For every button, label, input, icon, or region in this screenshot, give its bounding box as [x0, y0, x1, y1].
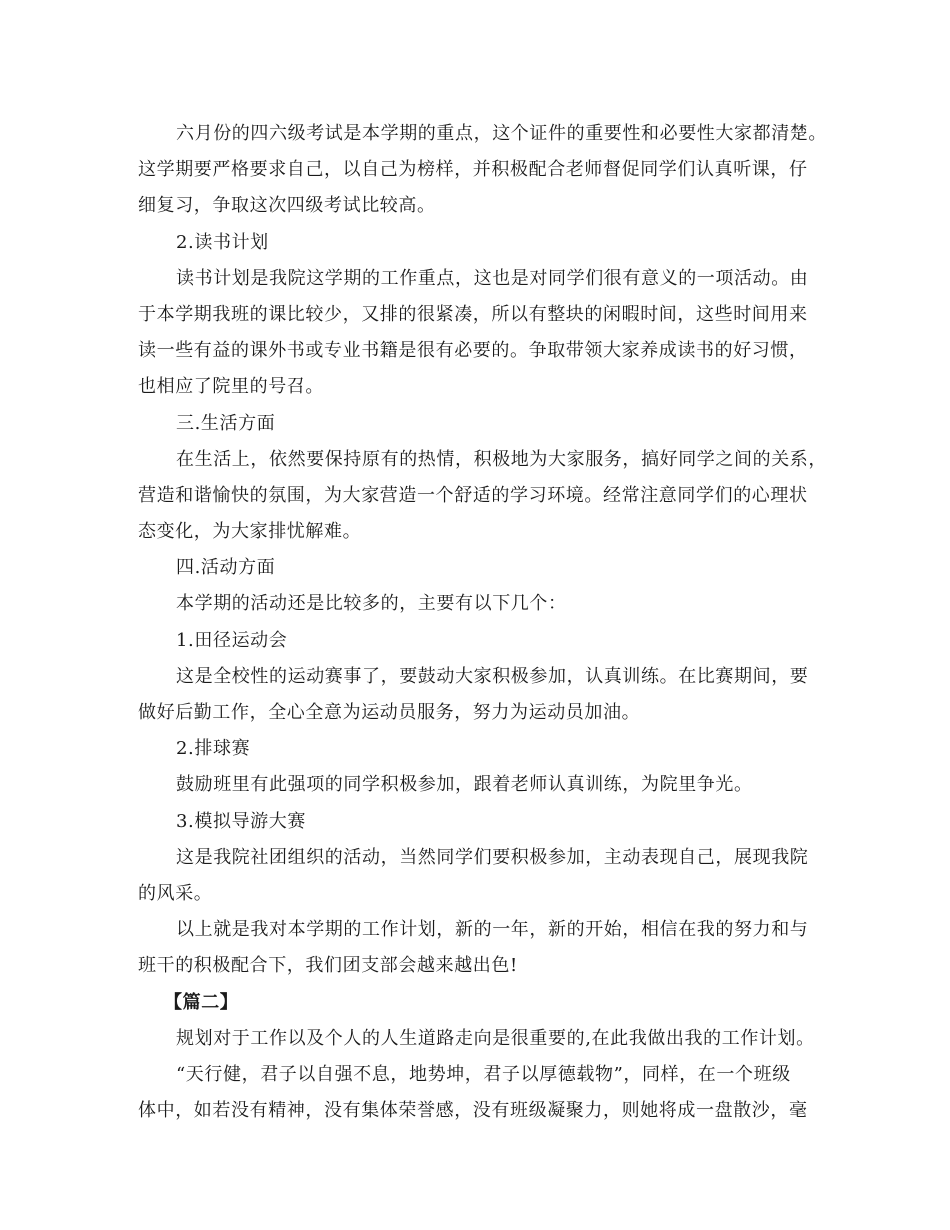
- paragraph-line: 细复习，争取这次四级考试比较高。: [138, 195, 436, 217]
- paragraph-line: 班干的积极配合下，我们团支部会越来越出色!: [138, 955, 518, 977]
- paragraph-line: 在生活上，依然要保持原有的热情，积极地为大家服务，搞好同学之间的关系，: [176, 448, 827, 470]
- paragraph-line: 读书计划是我院这学期的工作重点，这也是对同学们很有意义的一项活动。由: [176, 267, 809, 289]
- paragraph-line: 规划对于工作以及个人的人生道路走向是很重要的,在此我做出我的工作计划。: [176, 1027, 815, 1049]
- section-heading: 2.读书计划: [176, 231, 269, 253]
- paragraph-line: “天行健，君子以自强不息，地势坤，君子以厚德载物”，同样，在一个班级: [176, 1063, 791, 1085]
- paragraph-line: 态变化，为大家排忧解难。: [138, 521, 362, 543]
- paragraph-line: 这学期要严格要求自己，以自己为榜样，并积极配合老师督促同学们认真听课，仔: [138, 159, 808, 181]
- paragraph-line: 这是我院社团组织的活动，当然同学们要积极参加，主动表现自己，展现我院: [176, 846, 809, 868]
- paragraph-line: 做好后勤工作，全心全意为运动员服务，努力为运动员加油。: [138, 702, 641, 723]
- paragraph-line: 六月份的四六级考试是本学期的重点，这个证件的重要性和必要性大家都清楚。: [176, 123, 827, 144]
- paragraph-line: 也相应了院里的号召。: [138, 376, 324, 398]
- paragraph-line: 以上就是我对本学期的工作计划，新的一年，新的开始，相信在我的努力和与: [176, 919, 809, 941]
- paragraph-line: 读一些有益的课外书或专业书籍是很有必要的。争取带领大家养成读书的好习惯，: [138, 340, 808, 362]
- paragraph-line: 营造和谐愉快的氛围，为大家营造一个舒适的学习环境。经常注意同学们的心理状: [138, 484, 808, 506]
- section-heading: 3.模拟导游大赛: [176, 810, 306, 832]
- section-heading: 2.排球赛: [176, 738, 251, 760]
- paragraph-line: 本学期的活动还是比较多的，主要有以下几个：: [176, 593, 567, 615]
- section-heading: 四.活动方面: [176, 557, 276, 579]
- paragraph-line: 鼓励班里有此强项的同学积极参加，跟着老师认真训练，为院里争光。: [176, 774, 753, 796]
- paragraph-line: 体中，如若没有精神，没有集体荣誉感，没有班级凝聚力，则她将成一盘散沙，毫: [138, 1100, 808, 1122]
- paragraph-line: 的风采。: [138, 882, 213, 904]
- paragraph-line: 于本学期我班的课比较少，又排的很紧凑，所以有整块的闲暇时间，这些时间用来: [138, 303, 808, 325]
- section-heading: 三.生活方面: [176, 412, 276, 434]
- paragraph-line: 这是全校性的运动赛事了，要鼓动大家积极参加，认真训练。在比赛期间，要: [176, 665, 809, 687]
- section-title: 【篇二】: [164, 991, 239, 1013]
- section-heading: 1.田径运动会: [176, 629, 288, 651]
- document-body: [138, 116, 827, 1129]
